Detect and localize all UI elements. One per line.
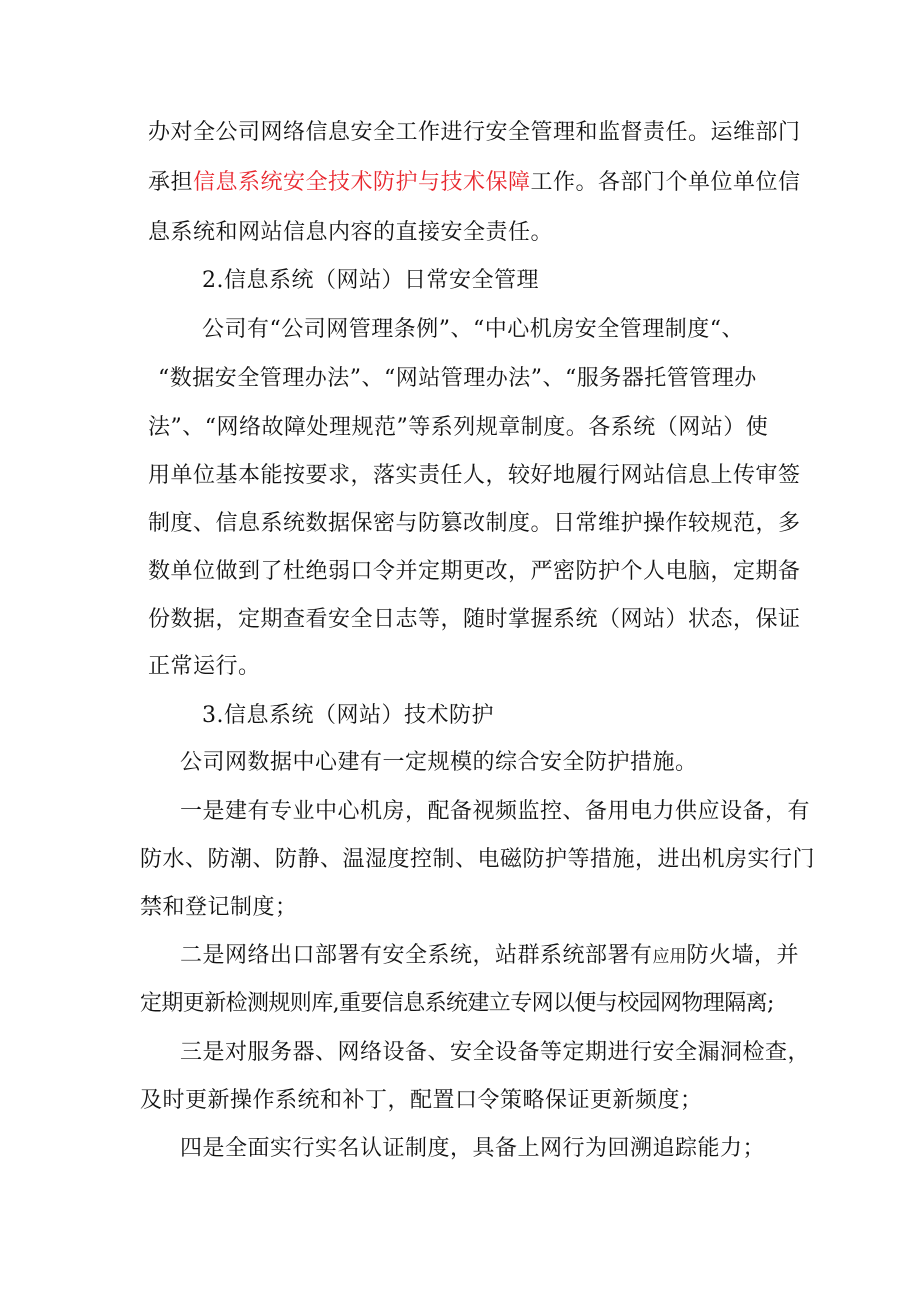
paragraph-line: 防水、防潮、防静、温湿度控制、电磁防护等措施，进出机房实行门 — [140, 847, 816, 872]
paragraph-line: 用单位基本能按要求，落实责任人，较好地履行网站信息上传审签 — [148, 463, 801, 488]
paragraph-line: 份数据，定期查看安全日志等，随时掌握系统（网站）状态，保证 — [148, 607, 801, 632]
paragraph-line: 及时更新操作系统和补丁，配置口令策略保证更新频度； — [140, 1088, 703, 1113]
section-heading: 2.信息系统（网站）日常安全管理 — [202, 268, 539, 293]
paragraph-line: “数据安全管理办法”、“网站管理办法”、“服务器托管管理办 — [158, 366, 757, 391]
paragraph-line: 定期更新检测规则库,重要信息系统建立专网以便与校园网物理隔离; — [140, 991, 774, 1016]
text-segment: 二是网络出口部署有安全系统，站群系统部署有 — [180, 943, 653, 968]
paragraph-line: 公司有“公司网管理条例”、“中心机房安全管理制度“、 — [202, 317, 744, 342]
text-segment: 防火墙，并 — [686, 943, 800, 968]
text-segment: 工作。各部门个单位单位信 — [530, 170, 801, 195]
paragraph-line: 法”、“网络故障处理规范”等系列规章制度。各系统（网站）使 — [148, 415, 769, 440]
highlighted-text: 信息系统安全技术防护与技术保障 — [193, 170, 531, 195]
paragraph-line: 数单位做到了杜绝弱口令并定期更改，严密防护个人电脑，定期备 — [148, 559, 801, 584]
paragraph-line: 正常运行。 — [148, 654, 261, 679]
paragraph-line — [148, 168, 801, 198]
paragraph-line: 公司网数据中心建有一定规模的综合安全防护措施。 — [180, 750, 698, 775]
section-heading: 3.信息系统（网站）技术防护 — [202, 703, 494, 728]
paragraph-line: 三是对服务器、网络设备、安全设备等定期进行安全漏洞检查， — [180, 1040, 811, 1065]
paragraph-line — [180, 941, 799, 972]
paragraph-line: 办对全公司网络信息安全工作进行安全管理和监督责任。运维部门 — [148, 120, 801, 145]
text-segment-small: 应用 — [652, 947, 687, 967]
paragraph-line: 制度、信息系统数据保密与防篡改制度。日常维护操作较规范，多 — [148, 511, 801, 536]
paragraph-line: 禁和登记制度； — [140, 895, 298, 920]
paragraph-line: 四是全面实行实名认证制度，具备上网行为回溯追踪能力； — [180, 1136, 766, 1161]
paragraph-line: 息系统和网站信息内容的直接安全责任。 — [148, 220, 554, 245]
text-segment: 承担 — [148, 170, 194, 195]
paragraph-line: 一是建有专业中心机房，配备视频监控、备用电力供应设备，有 — [180, 799, 811, 824]
